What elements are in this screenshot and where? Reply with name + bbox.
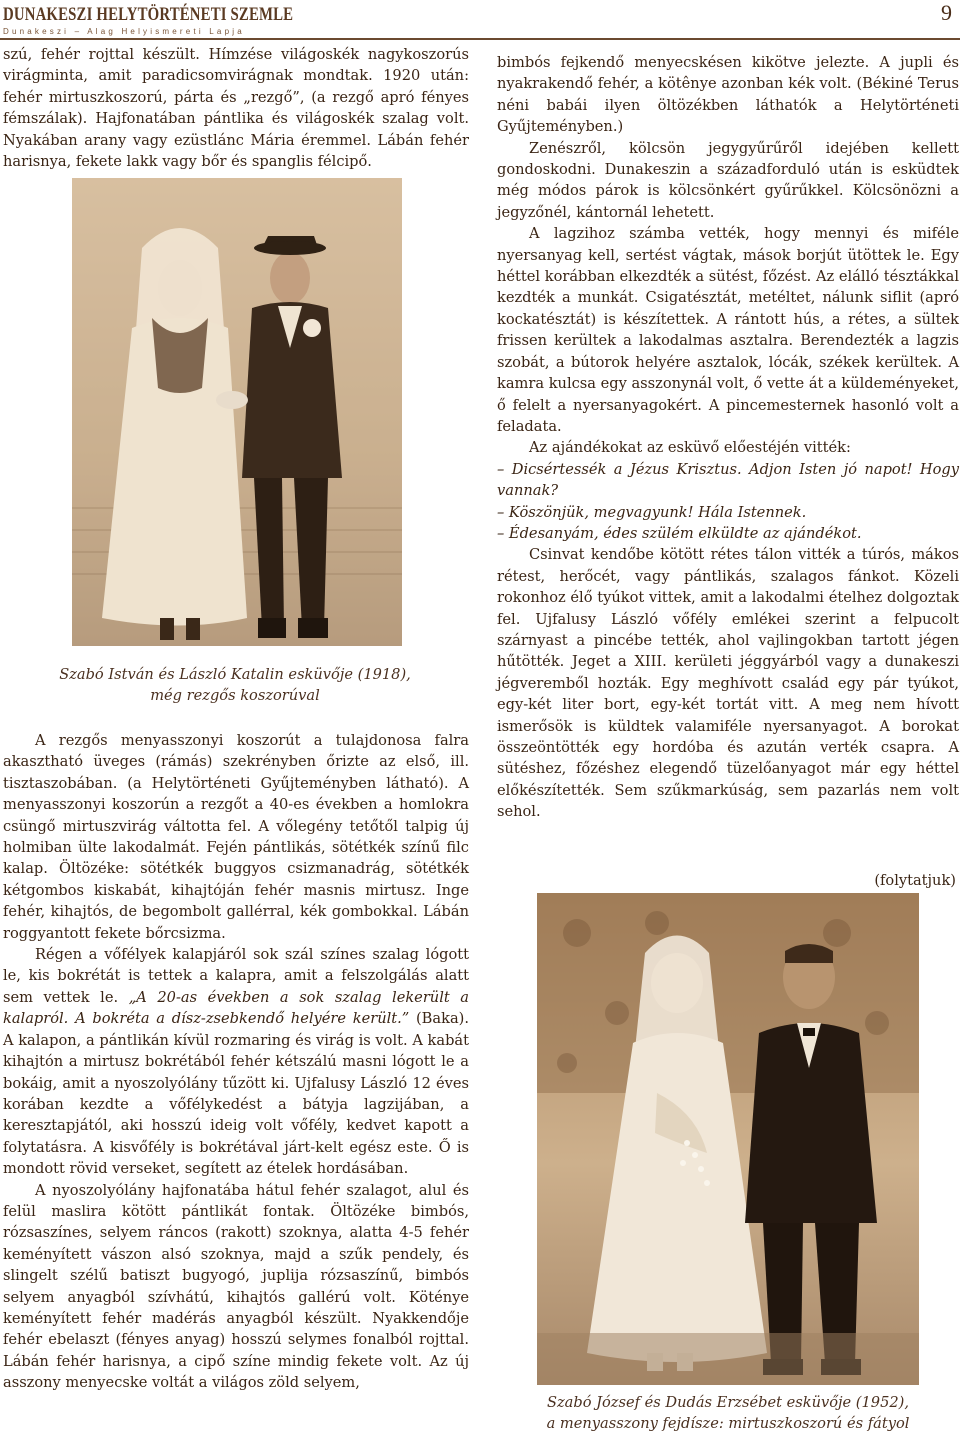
quote: „A 20-as években a sok szalag lekerült a kalapról. A bokréta a dísz-zsebkendő helyére került.”	[3, 988, 469, 1028]
text-run: (Baka). A kalapon, a pántlikán kívül rozmaring és virág is volt. A kabát kihajtón a mirtusz bokrétából fehér kétszálú masni lógott le a bokáig, amit a nyoszolyólány tűzött ki. Ujfalusy László 12 éves korában kezdte a vőfélykedést a bátyja lagzijában, a keresztapjától, aki hosszú ideig volt vőfély, kedvet kapott a folytatásra. A kisvőfély is bokrétával járt-kelt egész este. Ő is mondott rövid verseket, segített az ételek hordásában.	[3, 1010, 469, 1178]
paragraph: bimbós fejkendő menyecskésen kikötve jelezte. A jupli és nyakrakendő fehér, a kötênye azonban kék volt. (Békiné Terus néni babái ilyen öltözékben láthatók a Helytörténeti Gyűjteményben.)	[497, 54, 959, 136]
magazine-subtitle: Dunakeszi – Alag Helyismereti Lapja	[3, 27, 245, 36]
paragraph: Zenészről, kölcsön jegygyűrűről idejében kellett gondoskodni. Dunakeszin a századforduló után is esküdtek még módos párok is kölcsönkért gyűrűkkel. Kölcsönözni a jegyzőnél, kántornál lehetett.	[497, 139, 959, 221]
paragraph: Csinvat kendőbe kötött rétes tálon vitték a túrós, mákos rétest, herőcét, vagy pántlikás, szalagos fánkot. Közeli rokonhoz élő tyúkot vittek, amit a lakodalmi ételhez dolgoztak fel. Ujfalusy László vőfély emlékei szerint a felpucolt szárnyast a pincébe tették, ahol vajlingokban tartott jégen hűtötték. Jeget a XIII. kerületi jéggyárból vagy a dunakeszi jégveremből hozták. Egy meghívott család egy pár tyúkot, egy-két liter bort, egy-két tortát vitt. A meg nem hívott ismerősök is küldtek valamiféle nyersanyagot. A borokat összeöntötték egy hordóba és azután verték csapra. A sütéshez, főzéshez elegendő tüzelőanyagot már egy héttel előkészítették. Sem szűkmarkúság, sem pazarlás nem volt sehol.	[497, 546, 959, 821]
page-header	[0, 0, 960, 44]
page-number: 9	[941, 0, 952, 25]
photo-caption-1918	[10, 664, 460, 706]
left-column-top	[3, 44, 469, 172]
paragraph	[3, 944, 469, 1179]
paragraph: A lagzihoz számba vették, hogy mennyi és miféle nyersanyag kell, sertést vágtak, mások borjút ütöttek le. Egy héttel korábban elkezdték a sütést, főzést. Az elálló tésztákkal kezdték a munkát. Csigatésztát, metéltet, nálunk siflit (apró kockatésztát) is készítettek. A rántott hús, a rétes, a sültek frissen kerültek a lakodalmas asztalra. Berendezték a lagzis szobát, a bútorok helyére asztalok, lócák, székek kerültek. A kamra kulcsa egy asszonynál volt, ő vette át a küldeményeket, ő felelt a nyersanyagokért. A pincemesternek hasonló volt a feladata.	[497, 225, 959, 435]
magazine-title: DUNAKESZI HELYTÖRTÉNETI SZEMLE	[3, 4, 294, 25]
right-column	[497, 52, 959, 823]
wedding-photo-1952-image	[537, 893, 919, 1385]
caption-line: a menyasszony fejdísze: mirtuszkoszorú és fátyol	[546, 1415, 910, 1432]
wedding-photo-1952	[537, 893, 919, 1385]
caption-line: Szabó József és Dudás Erzsébet esküvője (1952),	[547, 1394, 909, 1411]
wedding-photo-1918-image	[72, 178, 402, 646]
header-rule	[0, 38, 960, 40]
caption-line: még rezgős koszorúval	[150, 687, 320, 704]
paragraph: A nyoszolyólány hajfonatába hátul fehér szalagot, alul és felül maslira kötött pántlikát fontak. Öltözéke bimbós, rózsaszínes, selyem ráncos (rakott) szoknya, alatta 4-5 fehér keményített vászon alsó szoknya, majd a szűk pendely, és slingelt szélű batiszt bugyogó, juplija rózsaszínű, bimbós selyem anyagból szívhátú, kihajtós gallérú volt. Kötényе keményített fehér madérás anyagból készült. Nyakkendője fehér ebelaszt (fényes anyag) hosszú selymes fonalból rojttal. Lábán fehér harisnya, a cipő színe mindig fekete volt. Az új asszony menyecske voltát a világos zöld selyem,	[3, 1181, 469, 1392]
dialogue-line: – Dicsértessék a Jézus Krisztus. Adjon Isten jó napot! Hogy vannak?	[497, 460, 959, 500]
wedding-photo-1918	[72, 178, 402, 646]
continued-note: (folytatjuk)	[874, 872, 956, 889]
paragraph: szú, fehér rojttal készült. Hímzése világoskék nagykoszorús virágminta, amit paradicsomvirágnak mondtak. 1920 után: fehér mirtuszkoszorú, párta és „rezgő”, (a rezgő apró fényes fémszálak). Hajfonatában pántlika és világoskék szalag volt. Nyakában arany vagy ezüstlánc Mária éremmel. Lábán fehér harisnya, fekete lakk vagy bőr és spanglis félcipő.	[3, 46, 469, 171]
photo-caption-1952	[500, 1392, 956, 1434]
paragraph: Az ajándékokat az esküvő előestéjén vitték:	[529, 439, 851, 457]
left-column-bottom	[3, 730, 469, 1394]
caption-line: Szabó István és László Katalin esküvője (1918),	[59, 666, 411, 683]
dialogue-line: – Édesanyám, édes szülém elküldte az ajándékot.	[497, 524, 862, 542]
masthead	[3, 4, 375, 36]
text-run: Régen a vőfélyek kalapjáról sok szál színes szalag lógott le, kis bokrétát is tettek a kalapra, amit a felszolgálás alatt sem vettek le.	[3, 946, 469, 1006]
dialogue-line: – Köszönjük, megvagyunk! Hála Istennek.	[497, 503, 807, 521]
paragraph: A rezgős menyasszonyi koszorút a tulajdonosa falra akasztható üveges (rámás) szekrényben őrizte az első, ill. tisztaszobában. (a Helytörténeti Gyűjteményben látható). A menyasszonyi koszorún a rezgőt a 40-es években a homlokra csüngő mirtuszvirág váltotta fel. A vőlegény tetőtől talpig új holmiban ülte lakodalmát. Fején pántlikás, sötétkék színű filc kalap. Öltözéke: sötétkék buggyos csizmanadrág, sötétkék kétgombos kiskabát, kihajtóján fehér masnis mirtusz. Inge fehér, kihajtós, de begombolt gallérral, kék gombokkal. Lábán roggyantott fekete bőrcsizma.	[3, 732, 469, 942]
